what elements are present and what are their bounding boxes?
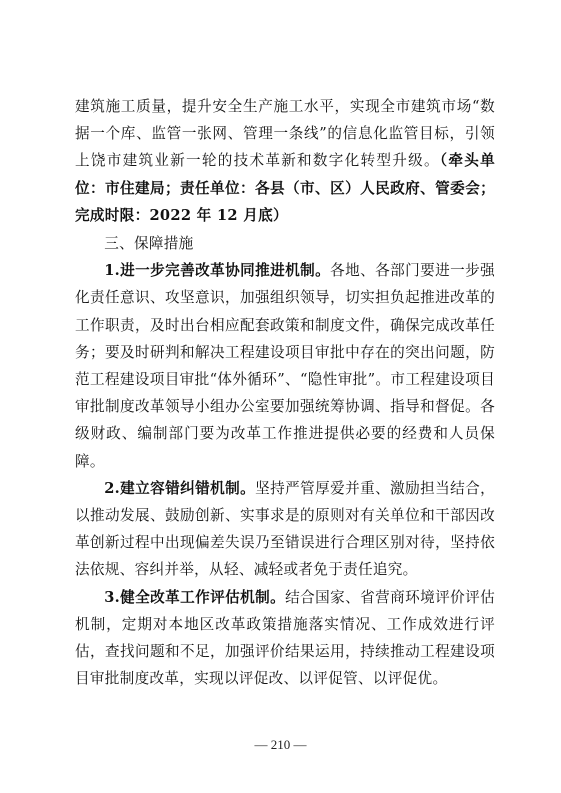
- paragraph-title: 3.健全改革工作评估机制。: [104, 588, 286, 606]
- paragraph-continuation: [75, 93, 495, 229]
- paragraph-text: 坚持严管厚爱并重、激励担当结合，以推动发展、鼓励创新、实事求是的原则对有关单位和干部因改革创新过程中出现偏差失误乃至错误进行合理区别对待，坚持依法依规、容纠并举，从轻、减轻或者免于责任追究。: [75, 479, 495, 579]
- page-number: — 210 —: [254, 737, 307, 752]
- paragraph-text: 建筑施工质量，提升安全生产施工水平，实现全市建筑市场“数据一个库、监管一张网、管理一条线”的信息化监管目标，引领上饶市建筑业新一轮的技术革新和数字化转型升级。: [75, 98, 495, 170]
- paragraph-error-tolerance: [75, 475, 495, 584]
- responsibility-note: （牵头单位：市住建局；责任单位：各县（市、区）人民政府、管委会；完成时限：2022 年 12 月底）: [75, 152, 495, 224]
- paragraph-text: 各地、各部门要进一步强化责任意识、攻坚意识，加强组织领导，切实担负起推进改革的工作职责，及时出台相应配套政策和制度文件，确保完成改革任务；要及时研判和解决工程建设项目审批中存在的突出问题，防范工程建设项目审批“体外循环”、“隐性审批”。市工程建设项目审批制度改革领导小组办公室要加强统筹协调、指导和督促。各级财政、编制部门要为改革工作推进提供必要的经费和人员保障。: [75, 262, 495, 470]
- paragraph-title: 1.进一步完善改革协同推进机制。: [104, 262, 331, 280]
- paragraph-text: 结合国家、省营商环境评价评估机制，定期对本地区改革政策措施落实情况、工作成效进行评估，查找问题和不足，加强评价结果运用，持续推动工程建设项目审批制度改革，实现以评促改、以评促管、以评促优。: [75, 588, 496, 688]
- section-heading: 三、保障措施: [104, 235, 194, 253]
- paragraph-evaluation-mechanism: [75, 584, 495, 693]
- paragraph-coordination-mechanism: [75, 257, 495, 475]
- paragraph-title: 2.建立容错纠错机制。: [104, 479, 256, 497]
- document-body: [75, 93, 495, 692]
